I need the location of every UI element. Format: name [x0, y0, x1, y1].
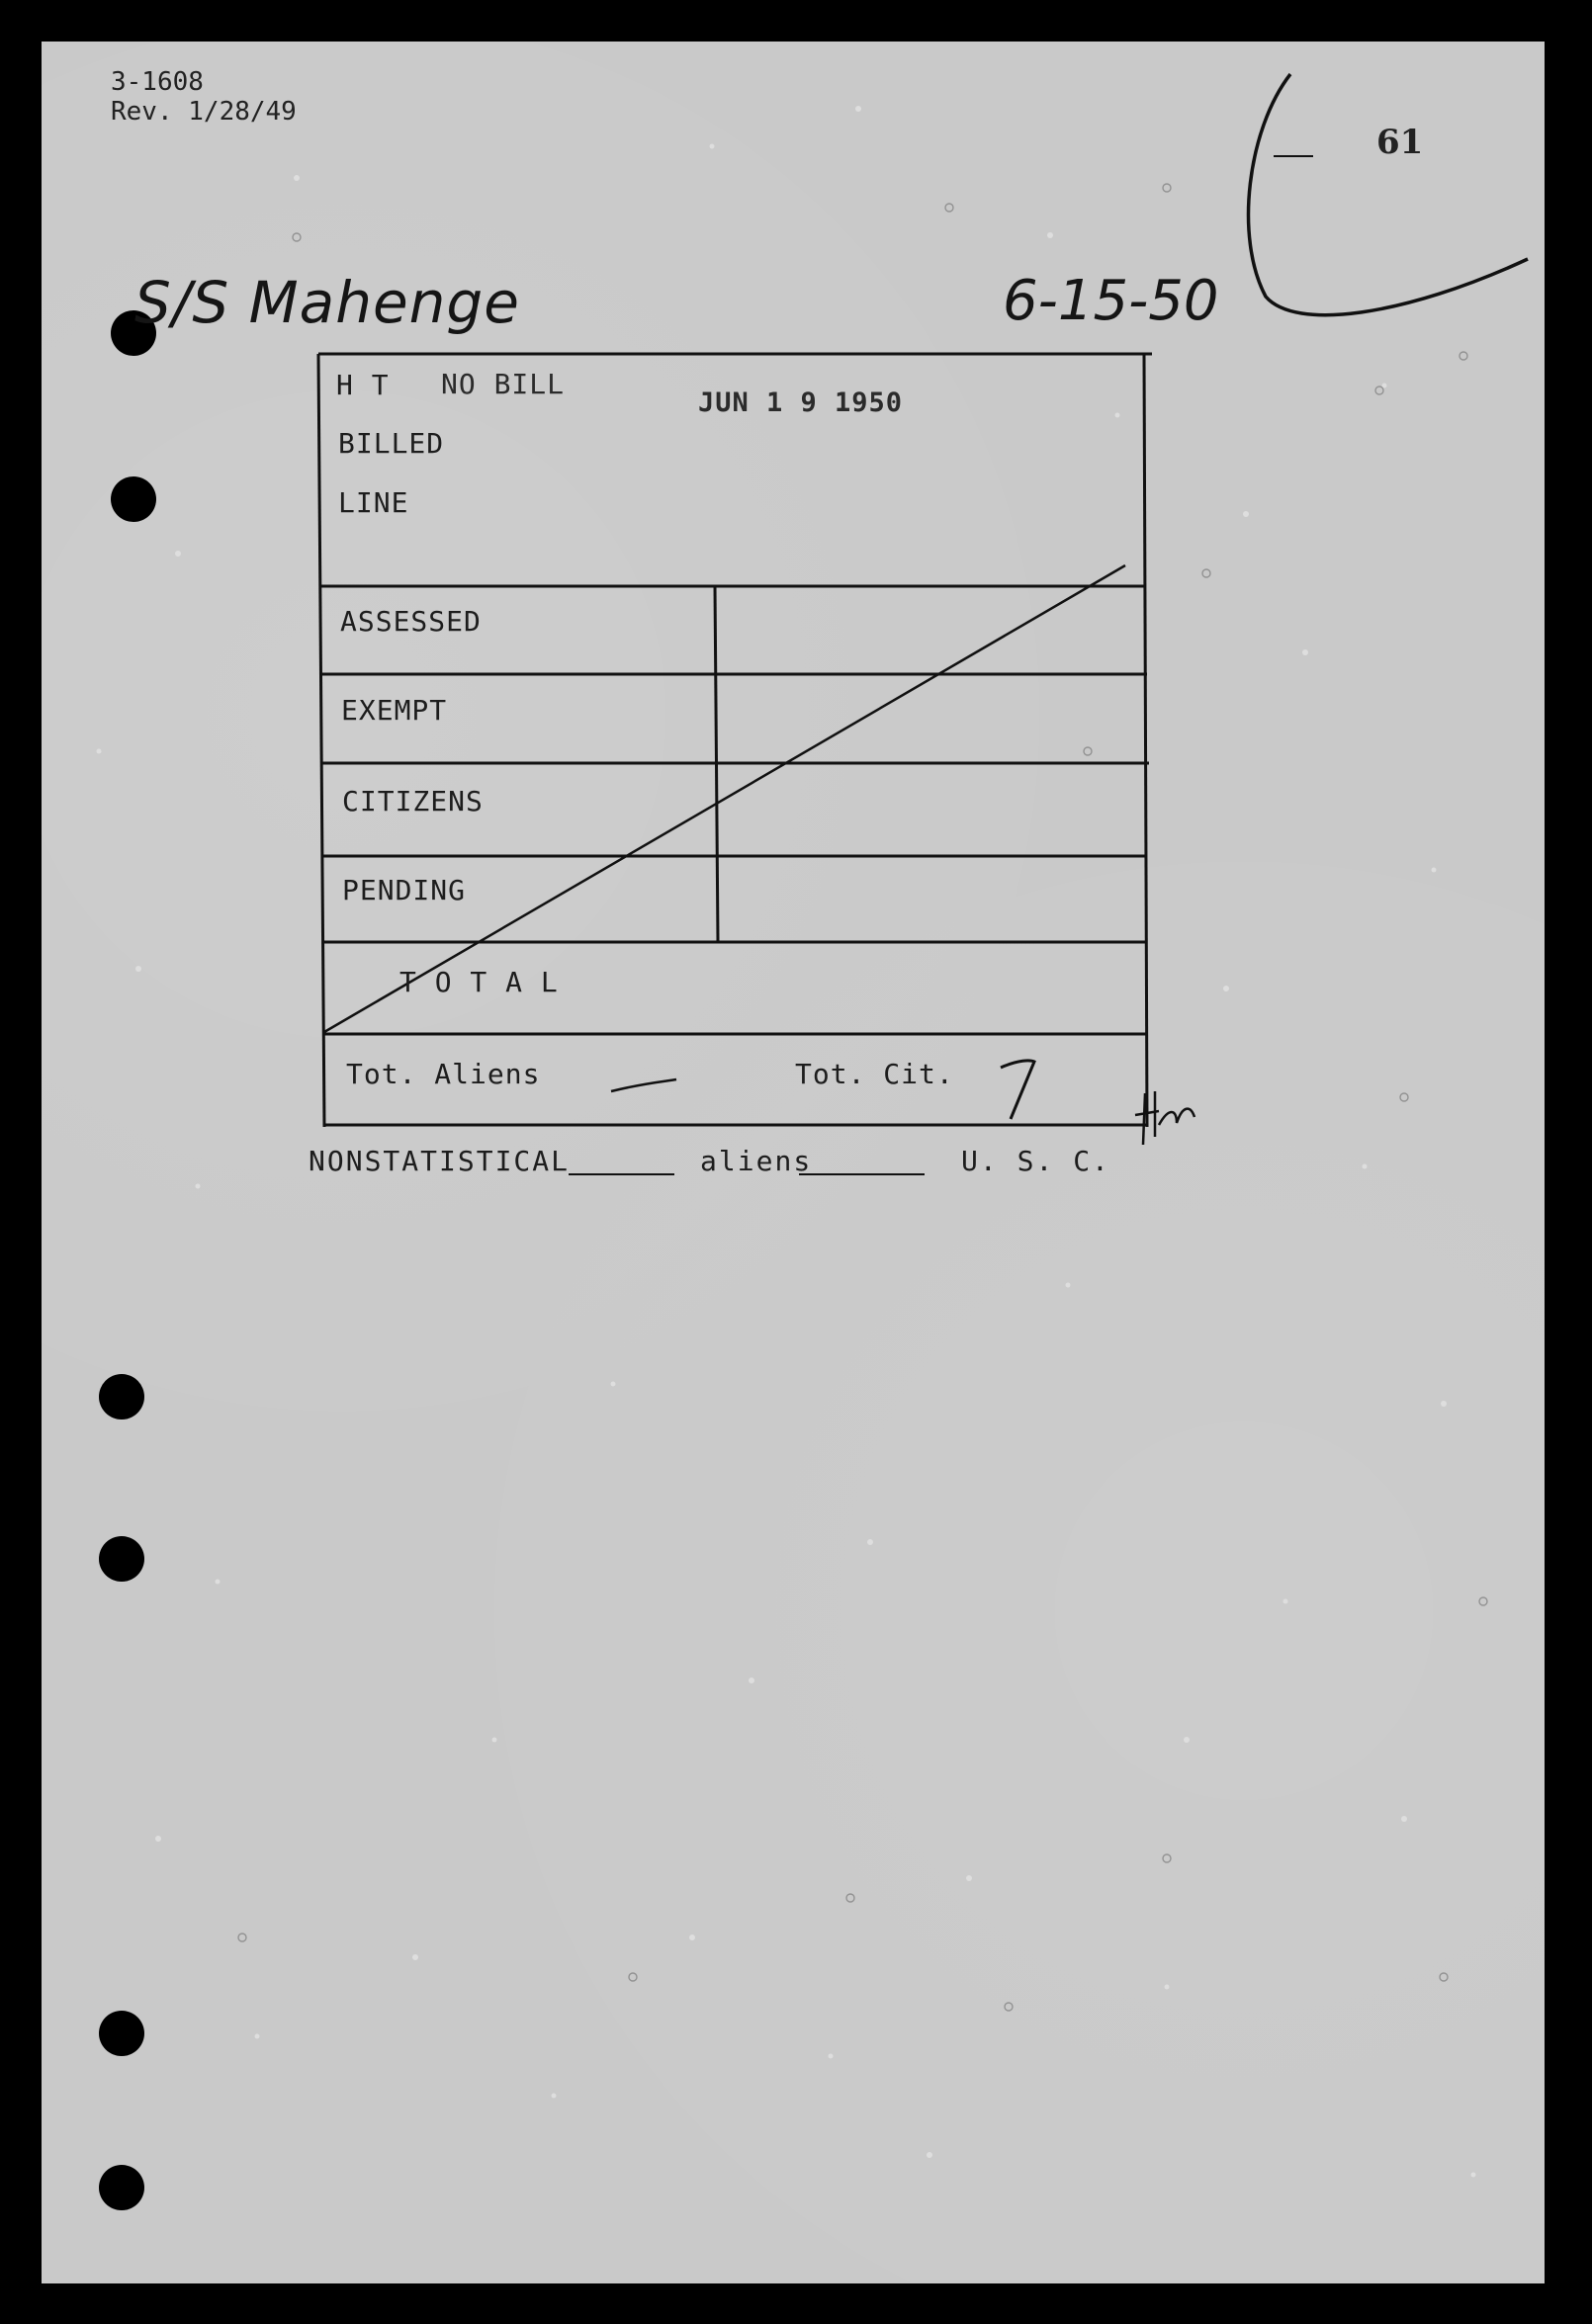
received-date-stamp: JUN 1 9 1950: [698, 387, 904, 418]
form-number: 3-1608: [111, 67, 204, 97]
form-revision: Rev. 1/28/49: [111, 97, 297, 127]
nonstatistical-label: NONSTATISTICAL: [309, 1145, 571, 1177]
assessed-label: ASSESSED: [340, 605, 482, 638]
ht-label: H T: [336, 369, 390, 401]
line-label: LINE: [338, 486, 409, 519]
nonstatistical-usc-label: U. S. C.: [961, 1145, 1110, 1177]
pending-label: PENDING: [342, 874, 467, 906]
page-number: 61: [1376, 123, 1424, 162]
total-citizens-label: Tot. Cit.: [795, 1058, 954, 1090]
date-handwritten: 6-15-50: [1003, 269, 1219, 333]
no-bill-stamp: NO BILL: [441, 368, 566, 400]
citizens-label: CITIZENS: [342, 785, 484, 818]
billed-label: BILLED: [338, 427, 445, 460]
nonstatistical-aliens-label: aliens: [700, 1145, 813, 1177]
exempt-label: EXEMPT: [341, 694, 448, 727]
total-label: T O T A L: [399, 966, 559, 998]
nonstatistical-line: [309, 1145, 1110, 1177]
vessel-name-handwritten: S/S Mahenge: [134, 269, 520, 336]
total-aliens-label: Tot. Aliens: [346, 1058, 541, 1090]
